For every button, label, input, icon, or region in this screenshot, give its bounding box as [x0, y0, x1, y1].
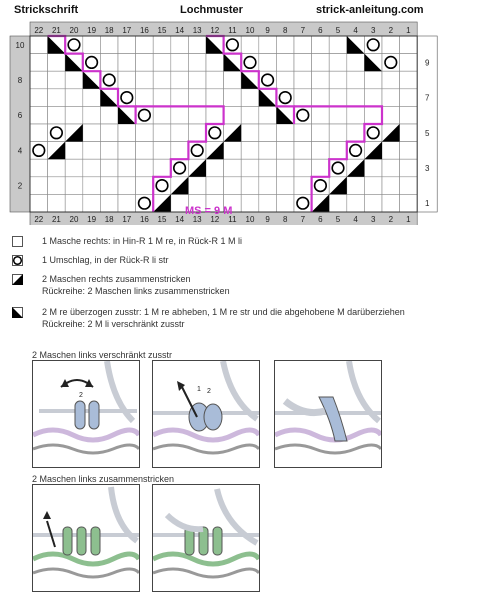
chart-cell: [329, 124, 347, 142]
chart-cell: [136, 89, 154, 107]
chart-cell: [118, 177, 136, 195]
legend-text-return: Rückreihe: 2 M li verschränkt zusstr: [42, 319, 185, 329]
chart-cell: [206, 54, 224, 72]
chart-cell: [65, 177, 83, 195]
chart-cell: [347, 89, 365, 107]
chart-cell: [100, 106, 118, 124]
chart-cell: [400, 177, 418, 195]
column-number-bottom: 8: [282, 215, 288, 224]
chart-cell: [400, 142, 418, 160]
chart-cell: [30, 177, 48, 195]
chart-cell: [259, 54, 277, 72]
chart-cell: [65, 159, 83, 177]
chart-cell: [347, 54, 365, 72]
chart-cell: [136, 36, 154, 54]
right-slant-triangle-icon: [12, 274, 23, 285]
yarn-over-symbol: [139, 109, 151, 121]
svg-text:2: 2: [207, 388, 211, 395]
chart-cell: [30, 36, 48, 54]
chart-cell: [171, 142, 189, 160]
legend-text: 1 Umschlag, in der Rück-R li str: [42, 255, 169, 265]
column-number-bottom: 2: [388, 215, 394, 224]
pattern-name: Lochmuster: [180, 4, 243, 16]
column-number-bottom: 5: [335, 215, 341, 224]
chart-cell: [241, 177, 259, 195]
chart-cell: [30, 54, 48, 72]
chart-cell: [241, 194, 259, 212]
chart-cell: [136, 177, 154, 195]
row-number-right: 9: [424, 58, 430, 68]
chart-cell: [347, 71, 365, 89]
legend-text: 1 Masche rechts: in Hin-R 1 M re, in Rück-R 1 M li: [42, 236, 243, 246]
chart-cell: [312, 71, 330, 89]
column-number-top: 21: [51, 26, 61, 35]
yarn-over-symbol: [332, 162, 344, 174]
chart-cell: [294, 142, 312, 160]
chart-cell: [188, 71, 206, 89]
chart-cell: [100, 159, 118, 177]
chart-cell: [30, 89, 48, 107]
chart-title-strickschrift: Strickschrift: [14, 4, 79, 16]
chart-cell: [276, 124, 294, 142]
chart-cell: [276, 36, 294, 54]
chart-cell: [329, 36, 347, 54]
yarn-over-symbol: [191, 145, 203, 157]
chart-cell: [400, 194, 418, 212]
chart-cell: [48, 159, 66, 177]
chart-cell: [171, 71, 189, 89]
chart-cell: [188, 124, 206, 142]
column-number-bottom: 12: [210, 215, 220, 224]
chart-cell: [118, 159, 136, 177]
chart-cell: [312, 106, 330, 124]
yarn-over-symbol: [209, 127, 221, 139]
column-number-top: 3: [370, 26, 376, 35]
column-number-bottom: 18: [104, 215, 114, 224]
column-number-top: 12: [210, 26, 220, 35]
chart-cell: [241, 106, 259, 124]
column-number-top: 6: [318, 26, 323, 35]
chart-cell: [294, 54, 312, 72]
yarn-over-symbol: [174, 162, 186, 174]
chart-cell: [294, 89, 312, 107]
chart-cell: [276, 71, 294, 89]
chart-cell: [206, 177, 224, 195]
column-number-top: 4: [353, 26, 358, 35]
section-title-p2tog: 2 Maschen links zusammenstricken: [32, 474, 175, 484]
row-number-right: 1: [424, 199, 430, 209]
chart-cell: [312, 89, 330, 107]
chart-cell: [48, 54, 66, 72]
chart-cell: [364, 71, 382, 89]
column-number-bottom: 3: [370, 215, 376, 224]
illustration-step-5: [152, 484, 260, 592]
chart-cell: [100, 36, 118, 54]
chart-cell: [400, 124, 418, 142]
column-number-top: 7: [300, 26, 306, 35]
chart-cell: [329, 71, 347, 89]
svg-text:2: 2: [79, 392, 83, 399]
row-number-right: 3: [424, 164, 430, 173]
legend-text-return: Rückreihe: 2 Maschen links zusammenstricken: [42, 286, 230, 296]
row-number-right: 5: [424, 128, 430, 138]
chart-cell: [312, 54, 330, 72]
left-slant-triangle-icon: [12, 307, 23, 318]
chart-cell: [83, 142, 101, 160]
chart-cell: [241, 159, 259, 177]
chart-cell: [65, 71, 83, 89]
chart-cell: [65, 194, 83, 212]
column-number-top: 10: [245, 26, 255, 35]
chart-cell: [153, 124, 171, 142]
column-number-top: 18: [104, 26, 114, 35]
chart-cell: [83, 177, 101, 195]
column-number-bottom: 6: [318, 215, 323, 224]
chart-cell: [382, 71, 400, 89]
chart-cell: [224, 142, 242, 160]
chart-cell: [382, 89, 400, 107]
row-number-left: 4: [17, 146, 23, 156]
chart-cell: [294, 159, 312, 177]
chart-cell: [329, 89, 347, 107]
chart-cell: [153, 71, 171, 89]
column-number-bottom: 7: [300, 215, 306, 224]
column-number-bottom: 19: [87, 215, 97, 224]
chart-cell: [118, 194, 136, 212]
chart-cell: [347, 106, 365, 124]
column-number-top: 11: [228, 26, 237, 35]
chart-cell: [30, 159, 48, 177]
chart-cell: [364, 177, 382, 195]
chart-cell: [364, 194, 382, 212]
chart-cell: [364, 106, 382, 124]
column-number-top: 13: [192, 26, 202, 35]
chart-cell: [400, 36, 418, 54]
column-number-top: 22: [34, 26, 44, 35]
chart-cell: [83, 106, 101, 124]
column-number-top: 9: [265, 26, 270, 35]
chart-cell: [364, 89, 382, 107]
chart-cell: [136, 159, 154, 177]
column-number-top: 20: [69, 26, 79, 35]
chart-cell: [294, 36, 312, 54]
chart-cell: [136, 54, 154, 72]
yarn-over-symbol: [367, 127, 379, 139]
chart-cell: [276, 194, 294, 212]
chart-cell: [153, 36, 171, 54]
chart-cell: [30, 124, 48, 142]
chart-cell: [100, 124, 118, 142]
chart-cell: [30, 106, 48, 124]
yarn-over-symbol: [227, 39, 239, 51]
chart-cell: [65, 106, 83, 124]
yarn-over-symbol: [315, 180, 327, 192]
yarn-over-symbol: [103, 74, 115, 86]
chart-cell: [83, 159, 101, 177]
illustration-step-1: [32, 360, 140, 468]
chart-cell: [100, 177, 118, 195]
illustration-step-4: [32, 484, 140, 592]
chart-cell: [241, 36, 259, 54]
yarn-over-symbol: [121, 92, 133, 104]
chart-cell: [259, 177, 277, 195]
chart-cell: [48, 89, 66, 107]
yarn-over-symbol: [262, 74, 274, 86]
chart-cell: [224, 177, 242, 195]
chart-cell: [153, 142, 171, 160]
yarn-over-symbol: [51, 127, 63, 139]
yarn-over-symbol: [297, 109, 309, 121]
yarn-over-symbol: [244, 57, 256, 69]
chart-cell: [276, 177, 294, 195]
chart-cell: [206, 106, 224, 124]
chart-cell: [100, 194, 118, 212]
knitting-chart: [0, 0, 479, 225]
column-number-bottom: 9: [265, 215, 270, 224]
chart-cell: [100, 54, 118, 72]
chart-cell: [171, 124, 189, 142]
chart-cell: [382, 106, 400, 124]
chart-cell: [188, 89, 206, 107]
column-number-top: 16: [139, 26, 149, 35]
chart-cell: [30, 71, 48, 89]
chart-cell: [188, 36, 206, 54]
chart-cell: [259, 194, 277, 212]
chart-cell: [224, 159, 242, 177]
chart-cell: [171, 54, 189, 72]
chart-cell: [224, 71, 242, 89]
chart-cell: [188, 106, 206, 124]
chart-cell: [312, 124, 330, 142]
chart-cell: [276, 159, 294, 177]
chart-cell: [329, 106, 347, 124]
chart-cell: [241, 124, 259, 142]
section-title-tbl: 2 Maschen links verschränkt zusstr: [32, 350, 173, 360]
chart-cell: [276, 54, 294, 72]
chart-cell: [329, 194, 347, 212]
row-number-left: 6: [17, 111, 23, 121]
empty-square-icon: [12, 236, 23, 247]
chart-cell: [276, 142, 294, 160]
chart-cell: [347, 124, 365, 142]
chart-cell: [347, 177, 365, 195]
chart-cell: [294, 71, 312, 89]
chart-cell: [294, 177, 312, 195]
chart-cell: [259, 36, 277, 54]
column-number-top: 5: [335, 26, 341, 35]
yarn-over-symbol: [350, 145, 362, 157]
chart-cell: [259, 142, 277, 160]
chart-cell: [48, 106, 66, 124]
row-number-right: 7: [424, 93, 430, 103]
chart-cell: [118, 36, 136, 54]
chart-cell: [118, 124, 136, 142]
column-number-bottom: 15: [157, 215, 167, 224]
chart-cell: [224, 89, 242, 107]
chart-cell: [48, 71, 66, 89]
column-number-top: 17: [122, 26, 132, 35]
chart-cell: [153, 89, 171, 107]
chart-cell: [400, 159, 418, 177]
yarn-over-circle-icon: [12, 255, 23, 266]
row-number-left: 2: [17, 181, 23, 191]
row-number-left: 8: [17, 76, 23, 85]
chart-cell: [48, 194, 66, 212]
yarn-over-symbol: [156, 180, 168, 192]
chart-cell: [30, 194, 48, 212]
chart-cell: [382, 142, 400, 160]
chart-cell: [206, 89, 224, 107]
chart-cell: [400, 89, 418, 107]
chart-cell: [153, 159, 171, 177]
yarn-over-symbol: [385, 57, 397, 69]
yarn-over-symbol: [33, 145, 45, 157]
chart-cell: [83, 194, 101, 212]
yarn-over-symbol: [139, 197, 151, 209]
column-number-top: 2: [388, 26, 394, 35]
column-number-bottom: 20: [69, 215, 79, 224]
column-number-bottom: 11: [228, 215, 237, 224]
chart-cell: [118, 142, 136, 160]
chart-cell: [312, 142, 330, 160]
chart-cell: [100, 142, 118, 160]
chart-cell: [382, 36, 400, 54]
chart-cell: [83, 36, 101, 54]
column-number-bottom: 10: [245, 215, 255, 224]
repeat-label: MS = 9 M: [185, 205, 233, 217]
chart-cell: [118, 71, 136, 89]
column-number-top: 1: [406, 26, 411, 35]
chart-cell: [188, 54, 206, 72]
chart-cell: [259, 106, 277, 124]
chart-cell: [382, 177, 400, 195]
chart-cell: [259, 159, 277, 177]
legend-text: 2 Maschen rechts zusammenstricken: [42, 274, 191, 284]
yarn-over-symbol: [86, 57, 98, 69]
chart-cell: [400, 106, 418, 124]
column-number-bottom: 16: [139, 215, 149, 224]
chart-cell: [171, 36, 189, 54]
illustration-step-2: [152, 360, 260, 468]
chart-cell: [241, 89, 259, 107]
chart-cell: [118, 54, 136, 72]
legend-text: 2 M re überzogen zusstr: 1 M re abheben, 1 M re str und die abgehobene M darüberziehen: [42, 307, 405, 317]
column-number-top: 15: [157, 26, 167, 35]
chart-cell: [400, 71, 418, 89]
chart-cell: [188, 177, 206, 195]
chart-cell: [329, 142, 347, 160]
chart-cell: [136, 142, 154, 160]
chart-cell: [312, 36, 330, 54]
chart-cell: [136, 124, 154, 142]
chart-cell: [65, 89, 83, 107]
yarn-over-symbol: [367, 39, 379, 51]
chart-cell: [382, 159, 400, 177]
chart-cell: [153, 106, 171, 124]
column-number-bottom: 21: [51, 215, 61, 224]
chart-cell: [206, 159, 224, 177]
chart-cell: [259, 124, 277, 142]
column-number-top: 19: [87, 26, 97, 35]
yarn-over-symbol: [297, 197, 309, 209]
illustration-step-3: [274, 360, 382, 468]
chart-cell: [65, 142, 83, 160]
svg-text:1: 1: [197, 386, 201, 393]
column-number-bottom: 17: [122, 215, 132, 224]
yarn-over-symbol: [279, 92, 291, 104]
chart-cell: [136, 71, 154, 89]
column-number-bottom: 13: [192, 215, 202, 224]
chart-cell: [48, 177, 66, 195]
chart-cell: [312, 159, 330, 177]
chart-cell: [206, 71, 224, 89]
chart-cell: [171, 89, 189, 107]
chart-cell: [364, 159, 382, 177]
chart-cell: [382, 194, 400, 212]
chart-cell: [329, 54, 347, 72]
yarn-over-symbol: [68, 39, 80, 51]
column-number-bottom: 14: [175, 215, 185, 224]
column-number-top: 8: [282, 26, 288, 35]
chart-cell: [83, 89, 101, 107]
row-number-left: 10: [15, 40, 25, 50]
column-number-top: 14: [175, 26, 185, 35]
site-name: strick-anleitung.com: [316, 4, 424, 16]
column-number-bottom: 1: [406, 215, 411, 224]
column-number-bottom: 22: [34, 215, 44, 224]
chart-cell: [294, 124, 312, 142]
chart-cell: [347, 194, 365, 212]
column-number-bottom: 4: [353, 215, 358, 224]
chart-cell: [224, 106, 242, 124]
chart-cell: [400, 54, 418, 72]
chart-cell: [153, 54, 171, 72]
chart-cell: [241, 142, 259, 160]
chart-cell: [171, 106, 189, 124]
chart-cell: [83, 124, 101, 142]
